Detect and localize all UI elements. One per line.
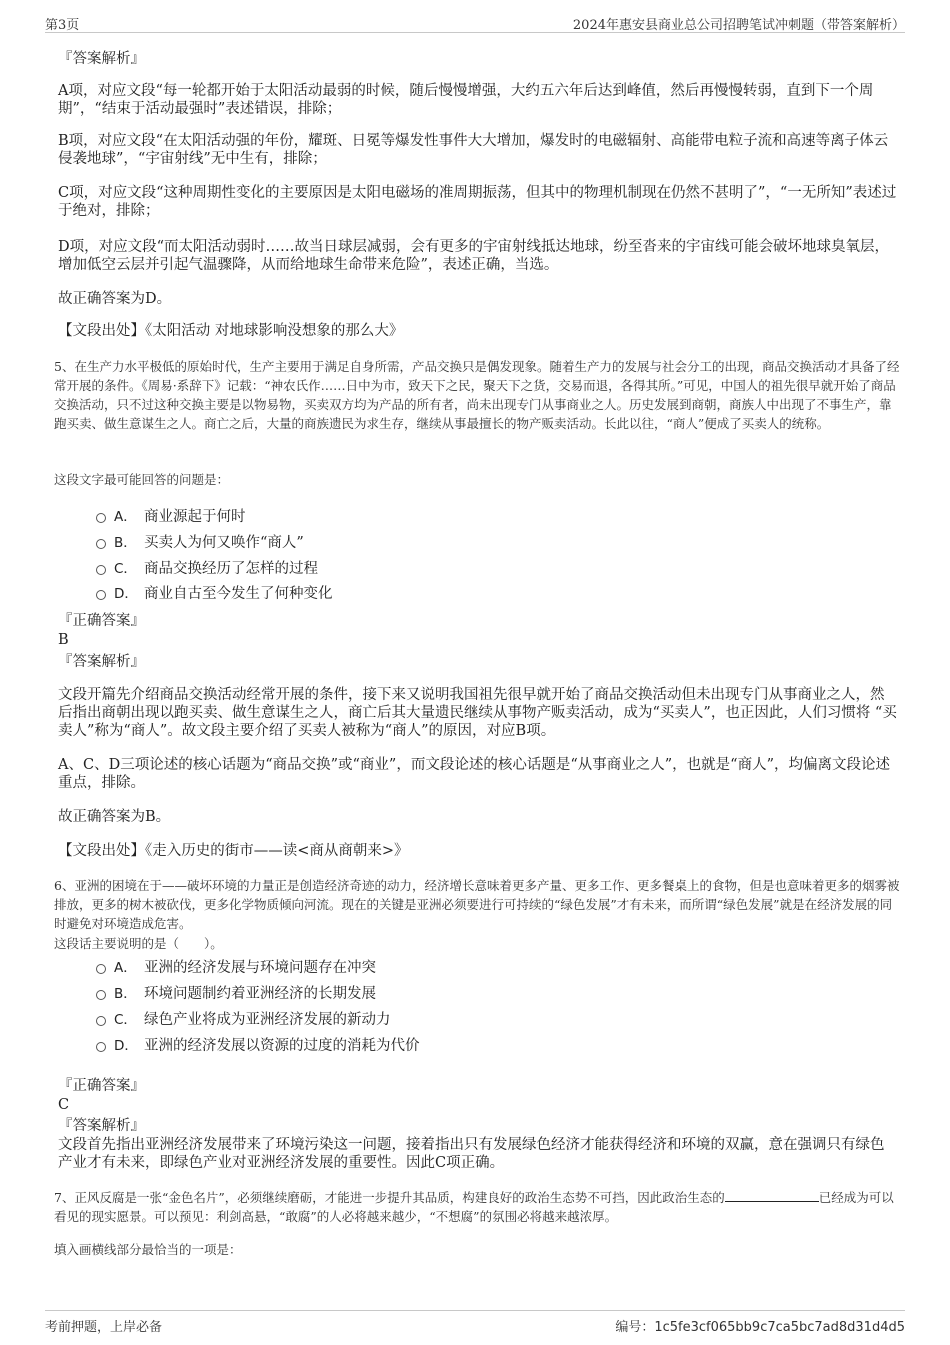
option-text: 亚洲的经济发展与环境问题存在冲突 bbox=[144, 960, 376, 976]
radio-icon[interactable] bbox=[96, 565, 106, 575]
option-text: 环境问题制约着亚洲经济的长期发展 bbox=[144, 986, 376, 1002]
q5-option-a[interactable] bbox=[96, 508, 246, 526]
option-text: 商业自古至今发生了何种变化 bbox=[144, 586, 333, 602]
q5-analysis-1: 文段开篇先介绍商品交换活动经常开展的条件，接下来又说明我国祖先很早就开始了商品交换活动但未出现专门从事商业之人，然后指出商朝出现以跑买卖、做生意谋生之人，商亡后其大量遗民继续从事物产贩卖活动，成为“买卖人”，也正因此，人们习惯将 “买卖人”称为“商人”。故文段主要介绍了买卖人被称为“商人”的原因，对应B项。 bbox=[58, 687, 897, 739]
option-letter: A． bbox=[114, 960, 137, 976]
q6-option-a[interactable] bbox=[96, 959, 376, 977]
option-text: 买卖人为何又唤作“商人” bbox=[144, 535, 304, 551]
radio-icon[interactable] bbox=[96, 1042, 106, 1052]
q5-answer-label: 『正确答案』 bbox=[58, 613, 145, 629]
q5-source: 【文段出处】《走入历史的街市——读<商从商朝来>》 bbox=[58, 843, 409, 859]
option-text: 商业源起于何时 bbox=[144, 509, 246, 525]
q4-analysis-label: 『答案解析』 bbox=[58, 51, 145, 67]
q4-analysis-c: C项，对应文段“这种周期性变化的主要原因是太阳电磁场的准周期振荡，但其中的物理机制现在仍然不甚明了”，“一无所知”表述过于绝对，排除； bbox=[58, 185, 897, 219]
option-letter: A． bbox=[114, 509, 137, 525]
q4-analysis-a: A项，对应文段“每一轮都开始于太阳活动最弱的时候，随后慢慢增强，大约五六年后达到峰值，然后再慢慢转弱，直到下一个周期”，“结束于活动最强时”表述错误，排除； bbox=[58, 83, 874, 117]
radio-icon[interactable] bbox=[96, 539, 106, 549]
option-letter: B． bbox=[114, 535, 137, 551]
code-value: 1c5fe3cf065bb9c7ca5bc7ad8d31d4d5 bbox=[654, 1320, 905, 1335]
q6-analysis-label: 『答案解析』 bbox=[58, 1118, 145, 1134]
option-letter: C． bbox=[114, 1012, 137, 1028]
option-letter: D． bbox=[114, 586, 138, 602]
q5-passage: 5、在生产力水平极低的原始时代，生产主要用于满足自身所需，产品交换只是偶发现象。随着生产力的发展与社会分工的出现，商品交换活动才具备了经常开展的条件。《周易·系辞下》记载：“神农氏作……日中为市，致天下之民，聚天下之货，交易而退，各得其所。”可见，中国人的祖先很早就开始了商品交换活动，只不过这种交换主要是以物易物，买卖双方均为产品的所有者，尚未出现专门从事商业之人。历史发展到商朝，商族人中出现了不事生产，靠跑买卖、做生意谋生之人。商亡之后，大量的商族遗民为求生存，继续从事最擅长的物产贩卖活动。长此以往，“商人”便成了买卖人的统称。 bbox=[54, 359, 900, 431]
option-letter: C． bbox=[114, 561, 137, 577]
q6-passage: 6、亚洲的困境在于——破坏环境的力量正是创造经济奇迹的动力，经济增长意味着更多产量、更多工作、更多餐桌上的食物，但是也意味着更多的烟雾被排放，更多的树木被砍伐，更多化学物质倾向河流。现在的关键是亚洲必须要进行可持续的“绿色发展”才有未来，而所谓“绿色发展”就是在经济发展的同时避免对环境造成危害。 bbox=[54, 878, 900, 931]
q5-option-c[interactable] bbox=[96, 560, 318, 578]
q4-analysis-d: D项，对应文段“而太阳活动弱时……故当日球层减弱，会有更多的宇宙射线抵达地球，纷至沓来的宇宙线可能会破坏地球臭氧层，增加低空云层并引起气温骤降，从而给地球生命带来危险”，表述正确，当选。 bbox=[58, 239, 890, 273]
q7-passage bbox=[54, 1188, 900, 1226]
radio-icon[interactable] bbox=[96, 513, 106, 523]
q6-answer-label: 『正确答案』 bbox=[58, 1078, 145, 1094]
q7-passage-after: 已经成为可以看见的现实愿景。可以预见：利剑高悬，“敢腐”的人必将越来越少，“不想腐”的氛围必将越来越浓厚。 bbox=[54, 1190, 894, 1224]
radio-icon[interactable] bbox=[96, 964, 106, 974]
radio-icon[interactable] bbox=[96, 1016, 106, 1026]
code-label: 编号： bbox=[615, 1320, 655, 1335]
page-footer bbox=[45, 1310, 905, 1335]
q6-option-b[interactable] bbox=[96, 985, 376, 1003]
radio-icon[interactable] bbox=[96, 590, 106, 600]
q5-answer: B bbox=[58, 632, 69, 648]
q6-answer: C bbox=[58, 1097, 70, 1113]
page-number: 第3页 bbox=[45, 18, 80, 33]
document-title: 2024年惠安县商业总公司招聘笔试冲刺题（带答案解析） bbox=[572, 18, 905, 33]
q7-passage-before: 7、正风反腐是一张“金色名片”，必须继续磨砺，才能进一步提升其品质，构建良好的政治生态势不可挡，因此政治生态的 bbox=[54, 1190, 725, 1205]
option-text: 绿色产业将成为亚洲经济发展的新动力 bbox=[144, 1012, 391, 1028]
answer-blank bbox=[725, 1189, 819, 1202]
option-text: 亚洲的经济发展以资源的过度的消耗为代价 bbox=[144, 1038, 420, 1054]
footer-slogan: 考前押题，上岸必备 bbox=[45, 1320, 163, 1335]
q5-conclusion: 故正确答案为B。 bbox=[58, 809, 171, 825]
q6-question: 这段话主要说明的是（ ）。 bbox=[54, 936, 223, 951]
q4-source: 【文段出处】《太阳活动 对地球影响没想象的那么大》 bbox=[58, 323, 404, 339]
radio-icon[interactable] bbox=[96, 990, 106, 1000]
q5-option-b[interactable] bbox=[96, 534, 304, 552]
option-text: 商品交换经历了怎样的过程 bbox=[144, 561, 318, 577]
q4-analysis-b: B项，对应文段“在太阳活动强的年份，耀斑、日冕等爆发性事件大大增加，爆发时的电磁辐射、高能带电粒子流和高速等离子体云侵袭地球”，“宇宙射线”无中生有，排除； bbox=[58, 133, 889, 167]
page-header bbox=[45, 12, 905, 33]
q6-option-d[interactable] bbox=[96, 1037, 420, 1055]
q4-conclusion: 故正确答案为D。 bbox=[58, 291, 172, 307]
q5-analysis-2: A、C、D三项论述的核心话题为“商品交换”或“商业”，而文段论述的核心话题是“从事商业之人”，也就是“商人”，均偏离文段论述重点，排除。 bbox=[58, 757, 890, 791]
option-letter: D． bbox=[114, 1038, 138, 1054]
q6-analysis: 文段首先指出亚洲经济发展带来了环境污染这一问题，接着指出只有发展绿色经济才能获得经济和环境的双赢，意在强调只有绿色产业才有未来，即绿色产业对亚洲经济发展的重要性。因此C项正确。 bbox=[58, 1137, 885, 1171]
q5-question: 这段文字最可能回答的问题是： bbox=[54, 472, 230, 487]
q6-option-c[interactable] bbox=[96, 1011, 391, 1029]
q5-option-d[interactable] bbox=[96, 585, 333, 603]
option-letter: B． bbox=[114, 986, 137, 1002]
document-code bbox=[615, 1316, 905, 1335]
q5-analysis-label: 『答案解析』 bbox=[58, 654, 145, 670]
q7-question: 填入画横线部分最恰当的一项是： bbox=[54, 1242, 242, 1257]
